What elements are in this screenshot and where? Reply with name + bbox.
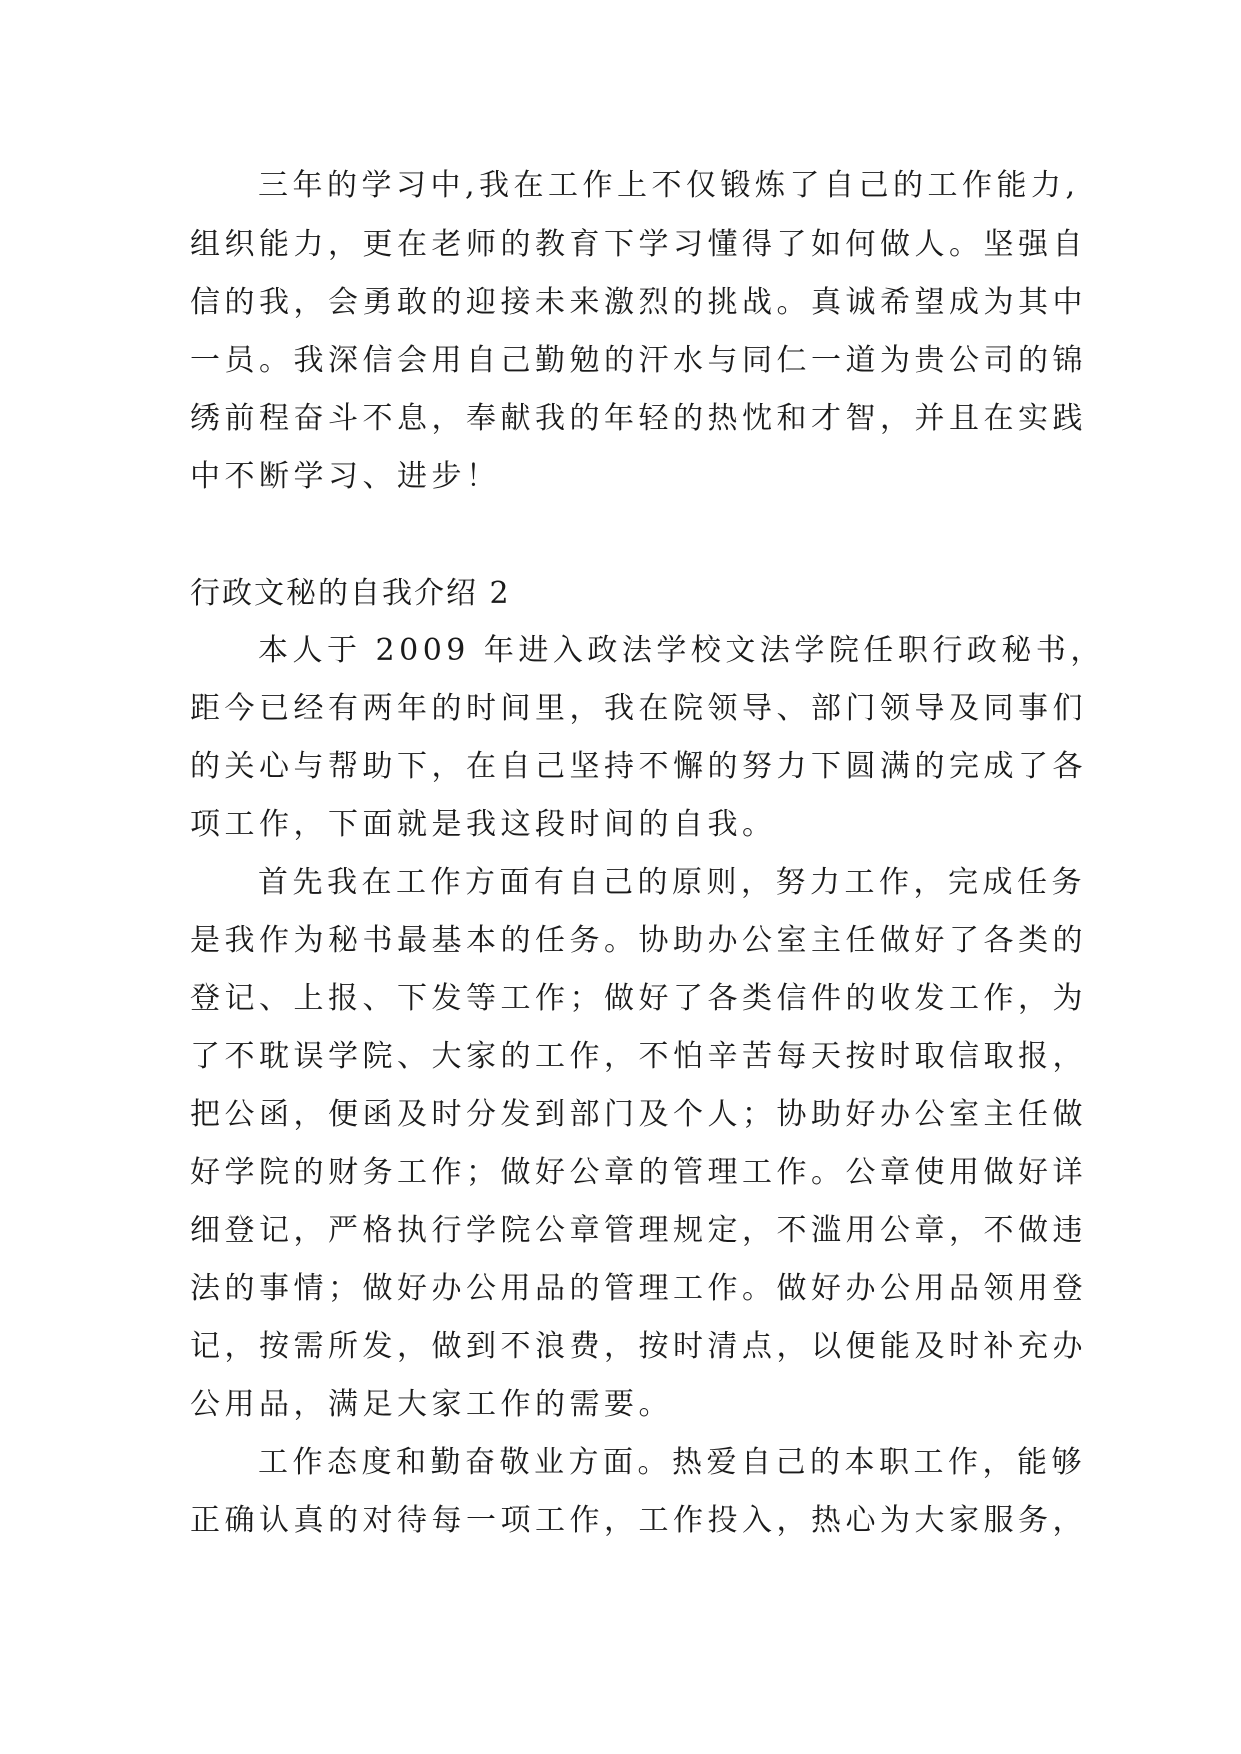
paragraph-line: 绣前程奋斗不息，奉献我的年轻的热忱和才智，并且在实践 <box>190 401 1087 436</box>
paragraph-line: 正确认真的对待每一项工作，工作投入，热心为大家服务， <box>190 1503 1087 1538</box>
paragraph-line: 距今已经有两年的时间里，我在院领导、部门领导及同事们 <box>190 691 1087 726</box>
paragraph-line: 记，按需所发，做到不浪费，按时清点，以便能及时补充办 <box>190 1329 1087 1364</box>
paragraph-line: 是我作为秘书最基本的任务。协助办公室主任做好了各类的 <box>190 923 1087 958</box>
paragraph-line: 公用品，满足大家工作的需要。 <box>190 1387 673 1422</box>
paragraph-line: 信的我，会勇敢的迎接未来激烈的挑战。真诚希望成为其中 <box>190 285 1087 320</box>
paragraph-line: 首先我在工作方面有自己的原则，努力工作，完成任务 <box>258 865 1086 900</box>
paragraph-line: 工作态度和勤奋敬业方面。热爱自己的本职工作，能够 <box>258 1445 1086 1480</box>
paragraph-line: 一员。我深信会用自己勤勉的汗水与同仁一道为贵公司的锦 <box>190 343 1087 378</box>
paragraph-line: 的关心与帮助下，在自己坚持不懈的努力下圆满的完成了各 <box>190 749 1087 784</box>
paragraph-line: 细登记，严格执行学院公章管理规定，不滥用公章，不做违 <box>190 1213 1087 1248</box>
paragraph-line: 中不断学习、进步！ <box>190 459 501 494</box>
paragraph-line: 组织能力，更在老师的教育下学习懂得了如何做人。坚强自 <box>190 227 1087 262</box>
paragraph-line: 法的事情；做好办公用品的管理工作。做好办公用品领用登 <box>190 1271 1087 1306</box>
paragraph-line: 了不耽误学院、大家的工作，不怕辛苦每天按时取信取报， <box>190 1039 1087 1074</box>
paragraph-line: 项工作，下面就是我这段时间的自我。 <box>190 807 777 842</box>
paragraph-line: 登记、上报、下发等工作；做好了各类信件的收发工作，为 <box>190 981 1087 1016</box>
paragraph-line: 三年的学习中,我在工作上不仅锻炼了自己的工作能力, <box>258 168 1080 203</box>
paragraph-line: 好学院的财务工作；做好公章的管理工作。公章使用做好详 <box>190 1155 1087 1190</box>
paragraph-line: 把公函，便函及时分发到部门及个人；协助好办公室主任做 <box>190 1097 1087 1132</box>
paragraph-line: 本人于 2009 年进入政法学校文法学院任职行政秘书， <box>258 633 1105 668</box>
section-title: 行政文秘的自我介绍 2 <box>190 576 511 611</box>
